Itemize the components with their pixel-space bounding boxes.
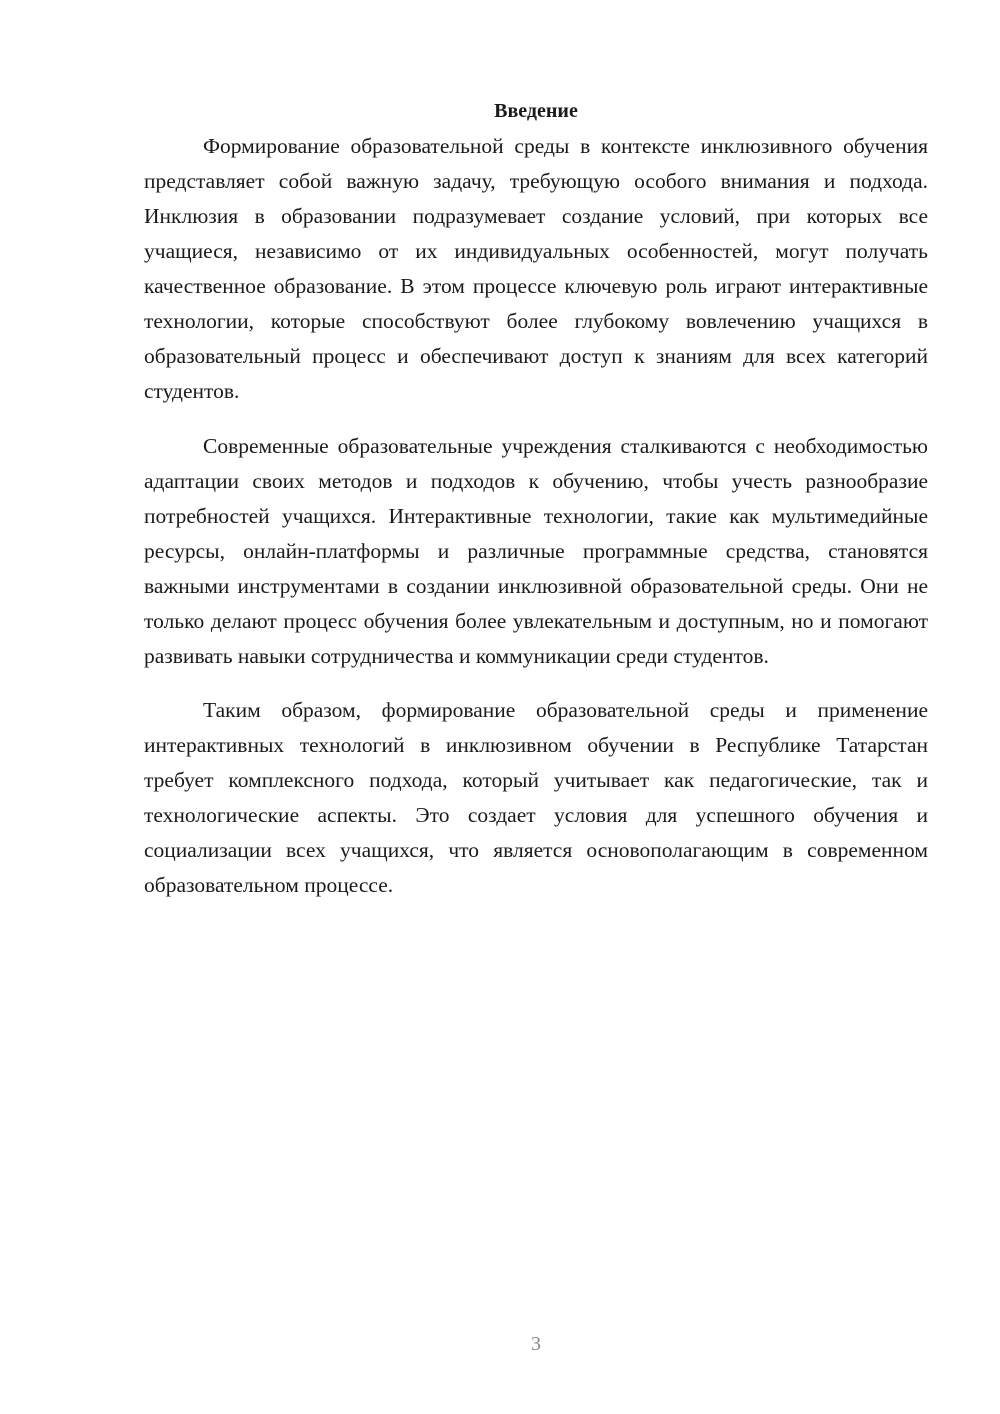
paragraph-3: Таким образом, формирование образовательной среды и применение интерактивных технологий в инклюзивном обучении в Республике Татарстан требует комплексного подхода, который учитывает как педагогические, так и технологические аспекты. Это создает условия для успешного обучения и социализации всех учащихся, что является основополагающим в современном образовательном процессе.: [144, 698, 928, 897]
page-content: [144, 96, 928, 903]
paragraph-1: Формирование образовательной среды в контексте инклюзивного обучения представляет собой важную задачу, требующую особого внимания и подхода. Инклюзия в образовании подразумевает создание условий, при которых все учащиеся, независимо от их индивидуальных особенностей, могут получать качественное образование. В этом процессе ключевую роль играют интерактивные технологии, которые способствуют более глубокому вовлечению учащихся в образовательный процесс и обеспечивают доступ к знаниям для всех категорий студентов.: [144, 134, 928, 403]
paragraph-2: Современные образовательные учреждения сталкиваются с необходимостью адаптации своих методов и подходов к обучению, чтобы учесть разнообразие потребностей учащихся. Интерактивные технологии, такие как мультимедийные ресурсы, онлайн-платформы и различные программные средства, становятся важными инструментами в создании инклюзивной образовательной среды. Они не только делают процесс обучения более увлекательным и доступным, но и помогают развивать навыки сотрудничества и коммуникации среди студентов.: [144, 434, 928, 668]
page-number: 3: [531, 1333, 541, 1355]
section-title: Введение: [494, 100, 578, 122]
